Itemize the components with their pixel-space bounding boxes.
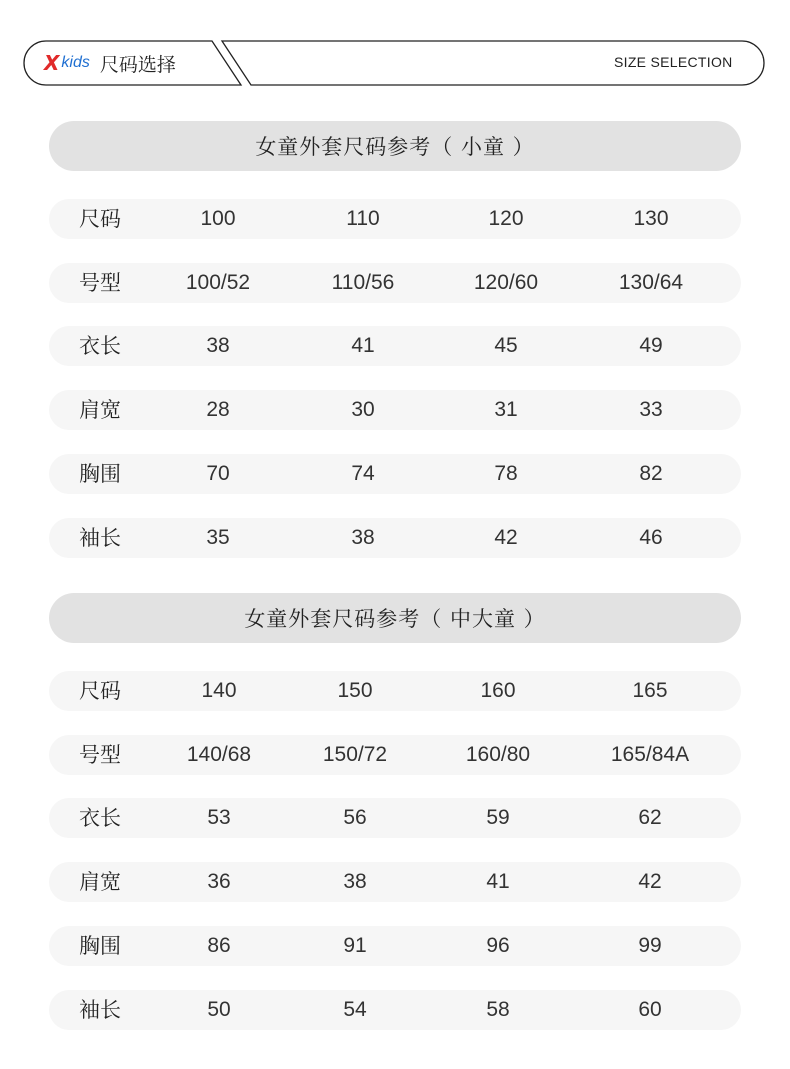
table-cell: 160 [480,679,516,702]
table-cell: 41 [351,334,375,357]
table-cell: 140 [201,679,237,702]
table-row [49,798,741,838]
table-cell: 150 [337,679,373,702]
table-cell: 53 [207,806,231,829]
table-cell: 60 [638,998,662,1021]
table-cell: 110/56 [331,271,395,294]
row-label: 号型 [79,743,121,767]
table-cell: 41 [486,870,510,893]
table-cell: 54 [343,998,367,1021]
table-cell: 42 [494,526,518,549]
row-label: 肩宽 [79,398,121,422]
row-label: 袖长 [79,998,121,1022]
table-row [49,735,741,775]
table-cell: 100/52 [185,271,251,294]
table-cell: 96 [486,934,510,957]
table-cell: 33 [639,398,663,421]
table-cell: 130/64 [618,271,684,294]
table-cell: 86 [207,934,231,957]
row-label: 肩宽 [79,870,121,894]
table-cell: 59 [486,806,510,829]
table-title: 女童外套尺码参考（ 中大童 ） [49,593,741,643]
table-cell: 99 [638,934,662,957]
row-label: 袖长 [79,526,121,550]
table-row [49,518,741,558]
table-row [49,990,741,1030]
table-row [49,199,741,239]
table-cell: 28 [206,398,230,421]
brand-kids-text: kids [61,54,90,71]
row-label: 衣长 [79,806,121,830]
table-cell: 130 [633,207,669,230]
table-cell: 91 [343,934,367,957]
table-row [49,926,741,966]
table-row [49,390,741,430]
table-cell: 78 [494,462,518,485]
table-cell: 58 [486,998,510,1021]
table-cell: 165/84A [610,743,690,766]
table-cell: 74 [351,462,375,485]
table-cell: 140/68 [186,743,252,766]
row-label: 号型 [79,271,121,295]
brand-x-mark: X [44,51,60,75]
table-row [49,263,741,303]
row-label: 衣长 [79,334,121,358]
table-cell: 49 [639,334,663,357]
table-cell: 110 [346,207,380,230]
table-cell: 50 [207,998,231,1021]
table-title: 女童外套尺码参考（ 小童 ） [49,121,741,171]
brand-logo [44,50,176,76]
table-row [49,671,741,711]
table-cell: 35 [206,526,230,549]
row-label: 胸围 [79,462,121,486]
table-cell: 45 [494,334,518,357]
table-cell: 82 [639,462,663,485]
table-cell: 120/60 [473,271,539,294]
page-subtitle: SIZE SELECTION [614,54,733,70]
table-cell: 38 [343,870,367,893]
table-cell: 120 [488,207,524,230]
table-cell: 56 [343,806,367,829]
table-cell: 38 [351,526,375,549]
table-cell: 62 [638,806,662,829]
table-cell: 31 [494,398,518,421]
table-cell: 46 [639,526,663,549]
table-cell: 160/80 [465,743,531,766]
table-cell: 70 [206,462,230,485]
page-title: 尺码选择 [99,53,176,76]
table-cell: 30 [351,398,375,421]
table-row [49,326,741,366]
table-cell: 42 [638,870,662,893]
table-row [49,454,741,494]
table-cell: 150/72 [322,743,388,766]
header [0,0,790,110]
row-label: 尺码 [79,679,121,703]
table-cell: 100 [200,207,236,230]
table-row [49,862,741,902]
row-label: 胸围 [79,934,121,958]
table-cell: 38 [206,334,230,357]
row-label: 尺码 [79,207,121,231]
table-cell: 165 [632,679,668,702]
table-cell: 36 [207,870,231,893]
